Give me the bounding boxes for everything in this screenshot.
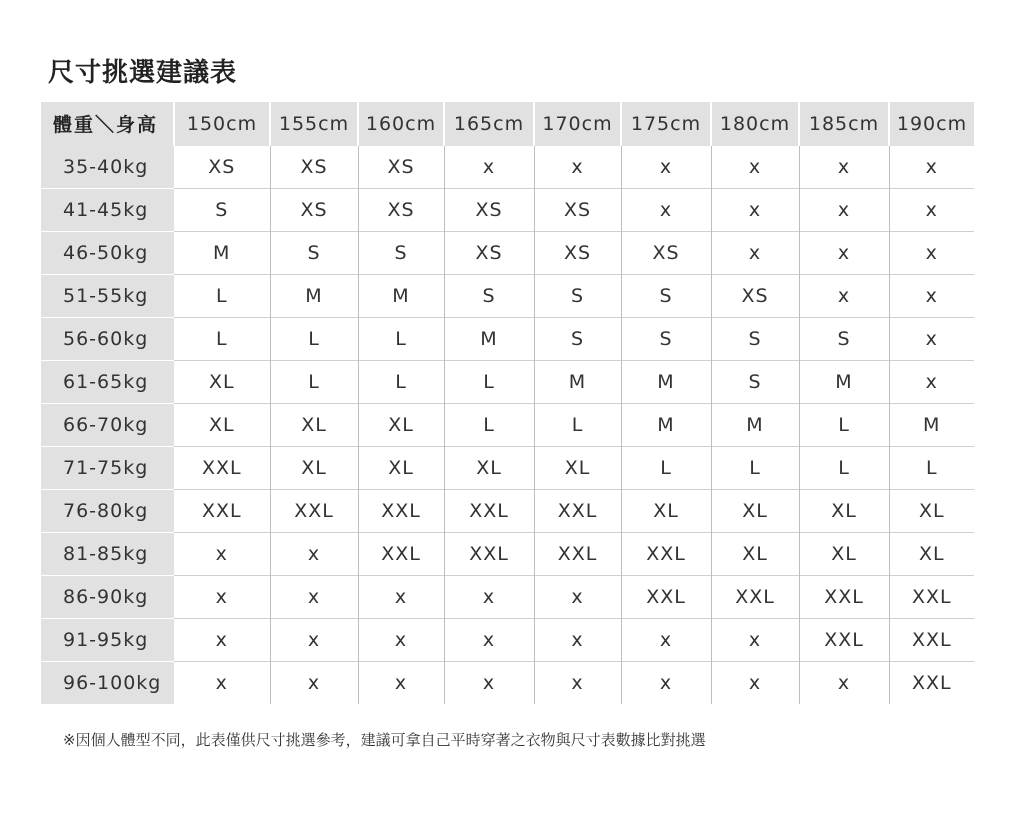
unavailable-mark: x: [799, 662, 889, 705]
size-cell: XXL: [358, 533, 444, 576]
size-cell: S: [534, 318, 621, 361]
unavailable-mark: x: [799, 146, 889, 189]
unavailable-mark: x: [889, 318, 974, 361]
size-cell: S: [270, 232, 358, 275]
size-cell: XS: [208, 155, 236, 178]
height-header: 165cm: [444, 102, 534, 146]
size-cell: S: [534, 275, 621, 318]
size-cell: XS: [534, 189, 621, 232]
size-cell: XXL: [889, 662, 974, 705]
table-row: [41, 619, 974, 662]
size-cell: XL: [889, 490, 974, 533]
size-cell: M: [270, 275, 358, 318]
unavailable-mark: x: [799, 232, 889, 275]
size-cell: XXL: [799, 619, 889, 662]
size-cell: M: [711, 404, 799, 447]
unavailable-mark: x: [889, 146, 974, 189]
size-cell: S: [444, 275, 534, 318]
table-row: [41, 361, 974, 404]
size-cell: L: [444, 404, 534, 447]
size-cell: XL: [358, 404, 444, 447]
unavailable-mark: x: [358, 576, 444, 619]
unavailable-mark: x: [711, 662, 799, 705]
size-cell: XL: [174, 361, 270, 404]
height-header: 175cm: [621, 102, 711, 146]
size-cell: XXL: [174, 490, 270, 533]
size-chart-table: [41, 102, 974, 704]
weight-header: 96-100kg: [41, 662, 174, 705]
size-cell: XS: [444, 232, 534, 275]
size-cell: XL: [711, 533, 799, 576]
unavailable-mark: x: [799, 189, 889, 232]
size-cell: XXL: [621, 533, 711, 576]
height-header: 185cm: [799, 102, 889, 146]
size-cell: L: [799, 404, 889, 447]
size-cell: XS: [270, 189, 358, 232]
size-cell: M: [444, 318, 534, 361]
size-cell: S: [621, 318, 711, 361]
size-cell: XS: [270, 146, 358, 189]
unavailable-mark: x: [270, 662, 358, 705]
unavailable-mark: x: [711, 146, 799, 189]
size-cell: L: [621, 447, 711, 490]
size-cell: L: [534, 404, 621, 447]
size-cell: XL: [534, 447, 621, 490]
weight-header: 41-45kg: [41, 189, 174, 232]
weight-header: 46-50kg: [41, 232, 174, 275]
unavailable-mark: x: [889, 189, 974, 232]
table-row: [41, 447, 974, 490]
unavailable-mark: x: [711, 232, 799, 275]
size-cell: M: [799, 361, 889, 404]
size-cell: XXL: [358, 490, 444, 533]
size-cell: S: [358, 232, 444, 275]
page-title: 尺寸挑選建議表: [48, 58, 238, 88]
unavailable-mark: x: [270, 576, 358, 619]
size-cell: XXL: [711, 576, 799, 619]
size-cell: M: [621, 404, 711, 447]
table-body: [41, 146, 974, 705]
size-cell: XXL: [444, 533, 534, 576]
height-header: 170cm: [534, 102, 621, 146]
size-cell: XL: [799, 533, 889, 576]
header-row: [41, 102, 974, 146]
weight-header: 81-85kg: [41, 533, 174, 576]
weight-header: 86-90kg: [41, 576, 174, 619]
unavailable-mark: x: [889, 232, 974, 275]
unavailable-mark: x: [621, 189, 711, 232]
table-row: [41, 404, 974, 447]
unavailable-mark: x: [889, 275, 974, 318]
unavailable-mark: x: [711, 189, 799, 232]
table-row: [41, 490, 974, 533]
size-cell: XL: [711, 490, 799, 533]
unavailable-mark: x: [534, 146, 621, 189]
size-cell: XS: [358, 146, 444, 189]
size-cell: S: [621, 275, 711, 318]
size-cell: XL: [621, 490, 711, 533]
size-cell: S: [711, 318, 799, 361]
size-cell: XXL: [534, 490, 621, 533]
size-cell: XL: [444, 447, 534, 490]
unavailable-mark: x: [799, 275, 889, 318]
size-cell: S: [799, 318, 889, 361]
size-cell: XXL: [534, 533, 621, 576]
size-cell: M: [621, 361, 711, 404]
unavailable-mark: x: [444, 576, 534, 619]
unavailable-mark: x: [534, 662, 621, 705]
size-cell: L: [444, 361, 534, 404]
size-cell: M: [534, 361, 621, 404]
size-cell: XS: [534, 232, 621, 275]
unavailable-mark: x: [174, 662, 270, 705]
table-row: [41, 275, 974, 318]
table-row: [41, 318, 974, 361]
size-cell: XL: [889, 533, 974, 576]
size-cell: XXL: [621, 576, 711, 619]
size-cell: XXL: [889, 619, 974, 662]
size-cell: L: [358, 318, 444, 361]
table-row: [41, 146, 974, 189]
size-cell: XS: [358, 189, 444, 232]
size-cell: L: [270, 361, 358, 404]
weight-header: 76-80kg: [41, 490, 174, 533]
size-cell: M: [174, 232, 270, 275]
unavailable-mark: x: [621, 662, 711, 705]
unavailable-mark: x: [444, 662, 534, 705]
size-cell: XXL: [174, 447, 270, 490]
unavailable-mark: x: [711, 619, 799, 662]
size-cell: XS: [621, 232, 711, 275]
size-cell: XL: [270, 404, 358, 447]
unavailable-mark: x: [621, 619, 711, 662]
corner-header: 體重＼身高: [41, 102, 174, 146]
size-cell: L: [174, 318, 270, 361]
height-header: 155cm: [270, 102, 358, 146]
table-row: [41, 576, 974, 619]
size-cell: L: [799, 447, 889, 490]
size-cell: XXL: [444, 490, 534, 533]
unavailable-mark: x: [534, 576, 621, 619]
unavailable-mark: x: [174, 533, 270, 576]
disclaimer-note: ※因個人體型不同，此表僅供尺寸挑選參考，建議可拿自己平時穿著之衣物與尺寸表數據比對挑選: [63, 731, 706, 749]
weight-header: 91-95kg: [41, 619, 174, 662]
size-cell: S: [711, 361, 799, 404]
height-header: 160cm: [358, 102, 444, 146]
size-cell: L: [711, 447, 799, 490]
size-cell: XS: [444, 189, 534, 232]
weight-header: 71-75kg: [41, 447, 174, 490]
weight-header: 51-55kg: [41, 275, 174, 318]
weight-header: 66-70kg: [41, 404, 174, 447]
size-cell: XS: [711, 275, 799, 318]
height-header: 190cm: [889, 102, 974, 146]
height-header: 180cm: [711, 102, 799, 146]
unavailable-mark: x: [358, 662, 444, 705]
size-cell: L: [889, 447, 974, 490]
weight-header: 61-65kg: [41, 361, 174, 404]
table-row: [41, 232, 974, 275]
size-cell: L: [358, 361, 444, 404]
unavailable-mark: x: [270, 533, 358, 576]
table-row: [41, 533, 974, 576]
unavailable-mark: x: [889, 361, 974, 404]
size-cell: XL: [799, 490, 889, 533]
unavailable-mark: x: [174, 576, 270, 619]
size-cell: XXL: [889, 576, 974, 619]
size-cell: M: [358, 275, 444, 318]
unavailable-mark: x: [358, 619, 444, 662]
weight-header: 56-60kg: [41, 318, 174, 361]
height-header: 150cm: [174, 102, 270, 146]
unavailable-mark: x: [270, 619, 358, 662]
size-cell: M: [889, 404, 974, 447]
size-cell: L: [174, 275, 270, 318]
table-row: [41, 189, 974, 232]
size-cell: L: [270, 318, 358, 361]
table-row: [41, 662, 974, 705]
size-cell: XXL: [799, 576, 889, 619]
size-cell: XL: [174, 404, 270, 447]
unavailable-mark: x: [444, 619, 534, 662]
unavailable-mark: x: [444, 146, 534, 189]
weight-header: 35-40kg: [41, 146, 174, 189]
size-cell: S: [174, 189, 270, 232]
size-cell: XL: [270, 447, 358, 490]
size-cell: XXL: [270, 490, 358, 533]
unavailable-mark: x: [621, 146, 711, 189]
size-cell: XL: [358, 447, 444, 490]
unavailable-mark: x: [534, 619, 621, 662]
unavailable-mark: x: [174, 619, 270, 662]
